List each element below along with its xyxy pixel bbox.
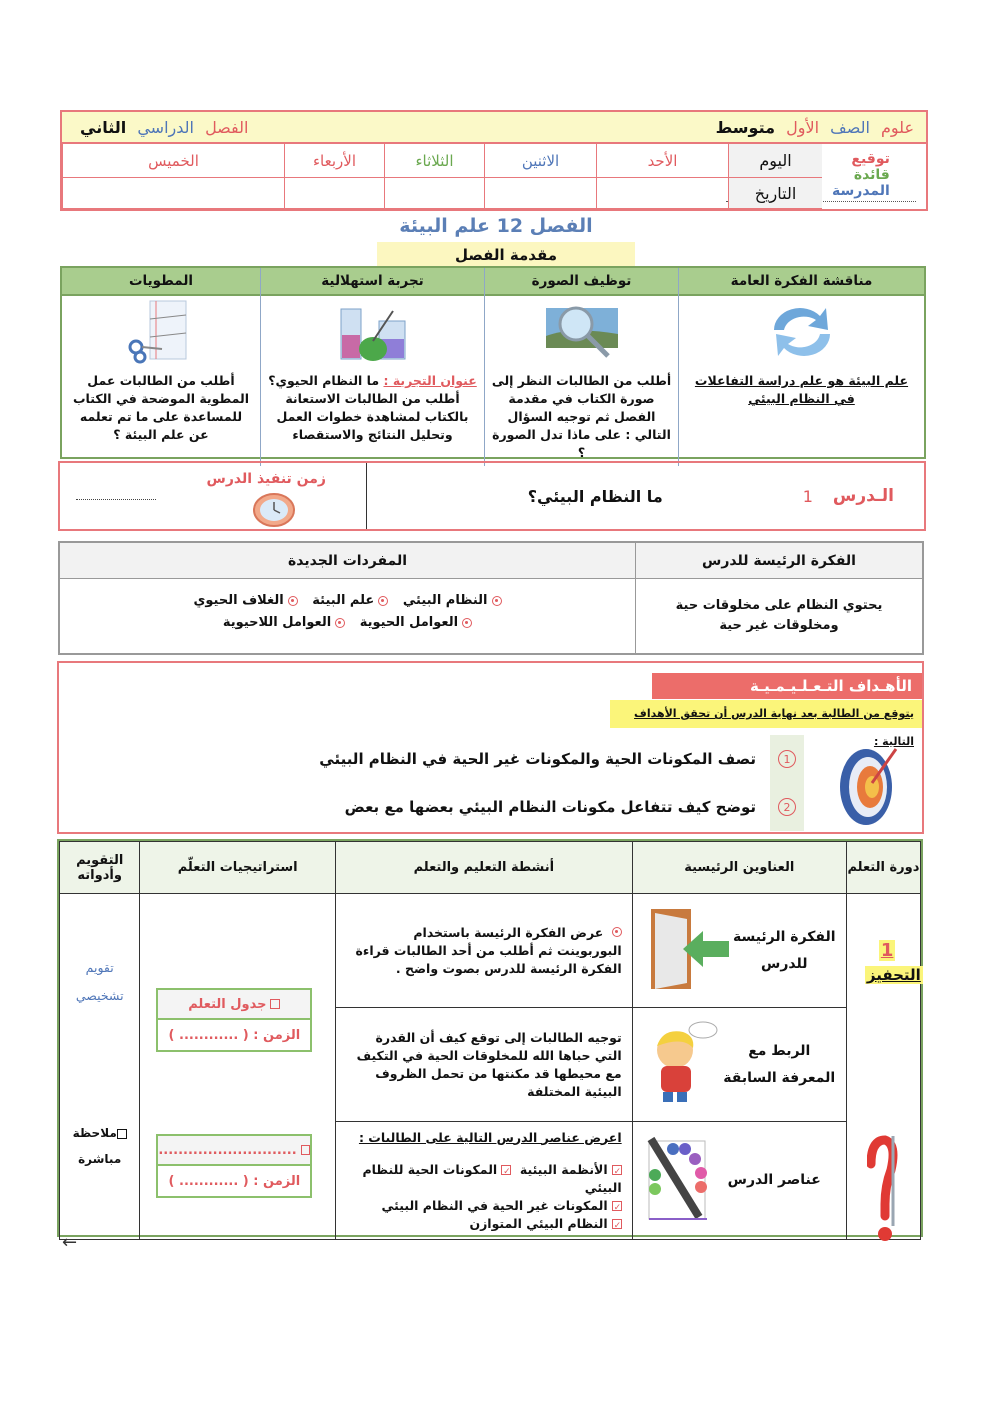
strategy-time: [158, 1020, 310, 1050]
row-activity: [336, 1125, 632, 1237]
objective-number: [770, 783, 804, 831]
vocab-item: [403, 591, 502, 611]
row-activity-cell: [336, 1008, 633, 1122]
learning-cycle-table: [57, 839, 923, 1237]
semester-label: الفصل: [205, 117, 249, 137]
main-idea-header: الفكرة الرئيسة للدرس: [636, 543, 922, 579]
vocabulary-header: المفردات الجديدة: [60, 543, 635, 579]
date-monday[interactable]: [484, 178, 596, 209]
intro-col-big-idea: [678, 268, 924, 466]
objectives-section: [57, 661, 924, 834]
days-grid: [62, 144, 926, 209]
lesson-element: [346, 1161, 622, 1197]
main-idea-column: [635, 543, 922, 653]
activity-heading: اعرض عناصر الدرس التالية على الطالبات :: [358, 1129, 622, 1145]
objectives-header: الأهـداف التـعـلـيـمـيـة: [652, 673, 922, 699]
checkbox[interactable]: [270, 999, 280, 1009]
element-text: المكونات غير الحية في النظام البيئي: [381, 1197, 608, 1213]
evaluation-cell: [60, 894, 140, 1240]
lesson-time-label: زمن تنفيذ الدرس: [206, 471, 326, 487]
objectives-intro: يتوقع من الطالبة بعد نهاية الدرس أن تحقق الأهداف التالية :: [610, 700, 922, 728]
day-sunday: الأحد: [596, 144, 728, 178]
idea-vocab-table: [58, 541, 924, 655]
back-arrow-icon[interactable]: ←: [62, 1232, 78, 1253]
semester-line: [74, 118, 248, 137]
direct-observation: [60, 1120, 139, 1172]
intro-col-text: أطلب من الطالبات النظر إلى صورة الكتاب في مقدمة الفصل ثم توجيه السؤال التالي : على ماذا تدل الصورة ؟: [491, 373, 672, 460]
element-text: النظام البيئي المتوازن: [469, 1215, 608, 1231]
bullet-icon: [492, 596, 502, 606]
magnifier-icon: [485, 296, 678, 368]
date-wednesday[interactable]: [284, 178, 384, 209]
level: الأول: [786, 117, 820, 137]
vocabulary-column: [60, 543, 635, 653]
header-table: [60, 110, 928, 211]
eval-line: مباشرة: [78, 1152, 122, 1166]
main-idea-text: يحتوي النظام على مخلوقات حية ومخلوقات غير حية: [675, 598, 883, 633]
row-title: عناصر الدرس: [727, 1172, 821, 1188]
target-icon: [836, 743, 900, 831]
intro-col-text: علم البيئة هو علم دراسة التفاعلات في النظام البيئي: [694, 373, 909, 406]
objective-text: توضح كيف تتفاعل مكونات النظام البيئي بعضها مع بعض: [344, 798, 756, 816]
lesson-number: 1: [802, 486, 813, 506]
question-mark-icon: [867, 1134, 901, 1248]
bullet-icon: [462, 618, 472, 628]
bullet-icon: [612, 927, 622, 937]
vocabulary-list: [60, 579, 635, 635]
date-tuesday[interactable]: [384, 178, 484, 209]
signature-school: المدرسة: [832, 182, 890, 199]
bullet-icon: [288, 596, 298, 606]
intro-col-header: المطويات: [62, 268, 260, 296]
header-strategies: استراتيجيات التعلّم: [140, 842, 336, 894]
objective-item-1: [319, 735, 804, 783]
objective-item-2: [345, 783, 804, 831]
lesson-element: [346, 1197, 622, 1215]
row-title-cell: [632, 1122, 846, 1240]
door-arrow-icon: [643, 905, 733, 997]
header-evaluation: التقويم وأدواته: [60, 842, 140, 894]
intro-col-header: مناقشة الفكرة العامة: [679, 268, 924, 296]
vocab-term: النظام البيئي: [402, 593, 488, 608]
strategy-name-blank[interactable]: ............................: [158, 1142, 297, 1158]
vocab-item: [360, 613, 472, 633]
lab-beakers-icon: [261, 296, 484, 368]
date-sunday[interactable]: [596, 178, 728, 209]
time-label: الزمن :: [253, 1027, 301, 1043]
vocab-item: [193, 591, 297, 611]
date-thursday[interactable]: [62, 178, 284, 209]
intro-col-text: أطلب من الطالبات عمل المطوية الموضحة في الكتاب للمساعدة على ما تم تعلمه عن علم البيئة ؟: [72, 373, 249, 442]
cycle-stage-cell: [846, 894, 920, 1240]
lesson-bar: [58, 461, 926, 531]
cycle-header-row: [60, 842, 921, 894]
chapter-intro-label: مقدمة الفصل: [377, 242, 635, 269]
vocab-term: العوامل الحيوية: [359, 615, 459, 630]
day-tuesday: الثلاثاء: [384, 144, 484, 178]
table-row: [60, 894, 921, 1008]
day-wednesday: الأربعاء: [284, 144, 384, 178]
day-monday: الاثنين: [484, 144, 596, 178]
signature-leader: قائدة: [853, 166, 890, 183]
lab-text: ما النظام الحيوي؟ أطلب من الطالبات الاستعانة بالكتاب لمشاهدة خطوات العمل وتحليل النتائج والاستقصاء: [268, 373, 469, 442]
lesson-title-area: [366, 463, 924, 529]
element-text: الأنظمة البيئية: [519, 1161, 608, 1177]
objective-number: [770, 735, 804, 783]
eval-line: ملاحظة: [72, 1126, 117, 1140]
signature-word: توقيع: [851, 150, 890, 167]
subject-line: [710, 118, 914, 137]
checkbox-checked-icon: [612, 1165, 622, 1175]
row-title: الربط مع المعرفة السابقة: [723, 1042, 836, 1086]
strategy-name: جدول التعلم: [188, 996, 267, 1012]
lesson-question: ما النظام البيئي؟: [527, 486, 663, 506]
bullet-icon: [378, 596, 388, 606]
objective-text: تصف المكونات الحية والمكونات غير الحية في النظام البيئي: [319, 750, 756, 768]
grade: الصف: [830, 117, 870, 137]
header-titles: العناوين الرئيسية: [632, 842, 846, 894]
number-circle: 2: [778, 798, 796, 816]
lesson-time-area: [60, 463, 366, 529]
strategy-box-1: [156, 988, 312, 1052]
stage: متوسط: [715, 117, 776, 137]
checkbox[interactable]: [301, 1145, 311, 1155]
chapter-intro-table: [60, 266, 926, 459]
time-value[interactable]: ( ............ ): [168, 1173, 249, 1189]
intro-col-image-use: [484, 268, 678, 466]
strategy-box-2: [156, 1134, 312, 1198]
vocab-item: [312, 591, 388, 611]
vocab-item: [223, 613, 345, 633]
eval-line: تقويم: [85, 960, 114, 975]
number-circle: 1: [778, 750, 796, 768]
intro-col-launch-lab: [260, 268, 484, 466]
day-thursday: الخميس: [62, 144, 284, 178]
checkbox-checked-icon: [612, 1219, 622, 1229]
intro-col-foldables: [62, 268, 260, 466]
vocab-term: العوامل اللاحيوية: [222, 615, 332, 630]
lesson-time-value[interactable]: [76, 499, 156, 500]
lab-title-label: عنوان التجربة :: [383, 373, 477, 388]
pencil-palette-icon: [643, 1133, 713, 1229]
time-value[interactable]: ( ............ ): [168, 1027, 249, 1043]
header-title-row: [62, 112, 926, 144]
stage-label: التحفيز: [866, 966, 921, 984]
header-activities: أنشطة التعليم والتعلم: [336, 842, 633, 894]
time-label: الزمن :: [253, 1173, 301, 1189]
vocab-term: الغلاف الحيوي: [193, 593, 284, 608]
vocab-term: علم البيئة: [312, 593, 375, 608]
semester-type: الدراسي: [137, 117, 194, 137]
scissors-paper-icon: [62, 296, 260, 368]
row-activity: توجيه الطالبات إلى توقع كيف أن القدرة التي حباها الله للمخلوقات الحية في التكيف مع محيطها قد مكنتها من تحمل الظروف البيئية المختلفة: [356, 1029, 622, 1099]
intro-col-header: تجربة استهلالية: [261, 268, 484, 296]
checkbox-checked-icon: [501, 1165, 511, 1175]
stage-number: 1: [880, 940, 894, 961]
activity-text: عرض الفكرة الرئيسة باستخدام البوربوينت ثم أطلب من أحد الطالبات قراءة الفكرة الرئيسة للدرس بصوت واضح .: [355, 924, 622, 976]
row-title-cell: [632, 894, 846, 1008]
bullet-icon: [335, 618, 345, 628]
row-activity-cell: [336, 1122, 633, 1240]
diagnostic-evaluation: [60, 954, 139, 1010]
strategy-time: [158, 1166, 310, 1196]
checkbox-checked-icon: [612, 1201, 622, 1211]
subject: علوم: [880, 117, 914, 137]
refresh-arrows-icon: [679, 296, 924, 368]
day-label: اليوم: [728, 144, 822, 178]
intro-col-header: توظيف الصورة: [485, 268, 678, 296]
row-title: الفكرة الرئيسة للدرس: [732, 928, 836, 972]
strategies-cell: [140, 894, 336, 1240]
strategy-label: [158, 990, 310, 1020]
header-cycle: دورة التعلم: [846, 842, 920, 894]
lesson-element: [346, 1215, 622, 1233]
date-label: التاريخ: [728, 178, 822, 209]
row-activity: [336, 920, 632, 982]
lesson-label: الـدرس: [832, 486, 894, 506]
row-title-cell: [632, 1008, 846, 1122]
thinking-child-icon: [643, 1020, 723, 1110]
strategy-label: [158, 1136, 310, 1166]
element-text: المكونات الحية للنظام البيئي: [362, 1161, 622, 1195]
clock-icon: [252, 493, 296, 531]
checkbox[interactable]: [117, 1129, 127, 1139]
chapter-title: الفصل 12 علم البيئة: [399, 215, 593, 237]
eval-line: تشخيصي: [75, 988, 124, 1003]
row-activity-cell: [336, 894, 633, 1008]
intro-col-text: [261, 368, 484, 466]
principal-signature: [822, 144, 926, 209]
semester-number: الثاني: [80, 117, 127, 137]
